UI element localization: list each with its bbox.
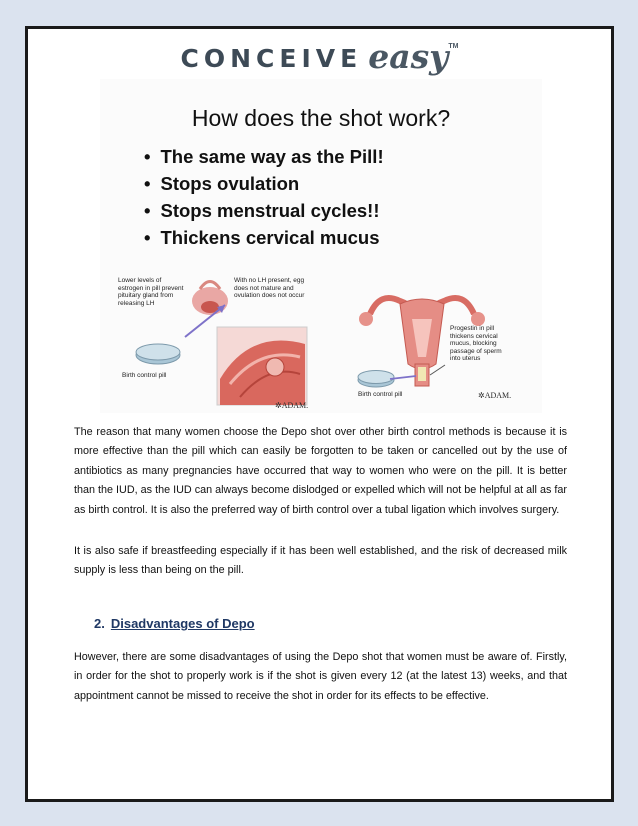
infographic-bullet: • Stops menstrual cycles!! — [144, 197, 384, 224]
heading-link-disadvantages[interactable]: Disadvantages of Depo — [110, 616, 255, 631]
infographic-bullet-list — [144, 143, 384, 251]
ovary-left — [359, 312, 373, 326]
pill-label-left: Birth control pill — [122, 372, 167, 379]
pill-label-right: Birth control pill — [358, 391, 403, 398]
section-heading-disadvantages — [94, 616, 255, 631]
heading-number: 2. — [94, 616, 105, 631]
paragraph-disadvantages: However, there are some disadvantages of using the Depo shot that women must be aware of. Firstly, in order for the shot to properly work is if the shot is given every 12 (at the latest 13) weeks, and that appointment cannot be missed to receive the shot in order for its effects to be effective. — [74, 651, 567, 702]
ovary-right — [471, 312, 485, 326]
note-progestin-mucus: Progestin in pill thickens cervical mucus, blocking passage of sperm into uterus — [450, 325, 502, 362]
logo-trademark: TM — [448, 43, 459, 50]
infographic-bullet: • The same way as the Pill! — [144, 143, 384, 170]
infographic-bullet: • Thickens cervical mucus — [144, 224, 384, 251]
adam-credit-right: ✲ADAM. — [478, 391, 512, 400]
logo-word-easy: easy — [368, 37, 449, 76]
paragraph-depo-reasons: The reason that many women choose the Depo shot over other birth control methods is because it is more effective than the pill which can easily be forgotten to be taken or cancelled out by the use of antibiotics as many pregnancies have occurred that way to women who were on the pill. It is better than the IUD, as the IUD can always become dislodged or expelled which will not be helpful at all as far as birth control. It is also the preferred way of birth control over a tubal ligation which involves surgery. — [74, 426, 567, 516]
adam-credit-left: ✲ADAM. — [275, 401, 309, 410]
paragraph-breastfeeding: It is also safe if breastfeeding especially if it has been well established, and the risk of decreased milk supply is less than being on the pill. — [74, 545, 567, 577]
note-no-lh: With no LH present, egg does not mature and ovulation does not occur — [234, 277, 305, 299]
infographic-bullet: • Stops ovulation — [144, 170, 384, 197]
cervical-mucus — [418, 367, 426, 381]
note-lower-estrogen: Lower levels of estrogen in pill prevent pituitary gland from releasing LH — [118, 277, 184, 307]
logo-word-conceive: CONCEIVE — [180, 44, 363, 73]
document-page — [25, 26, 614, 802]
conceive-easy-logo — [28, 39, 611, 83]
infographic-title: How does the shot work? — [191, 105, 451, 131]
depo-shot-infographic — [100, 79, 542, 413]
